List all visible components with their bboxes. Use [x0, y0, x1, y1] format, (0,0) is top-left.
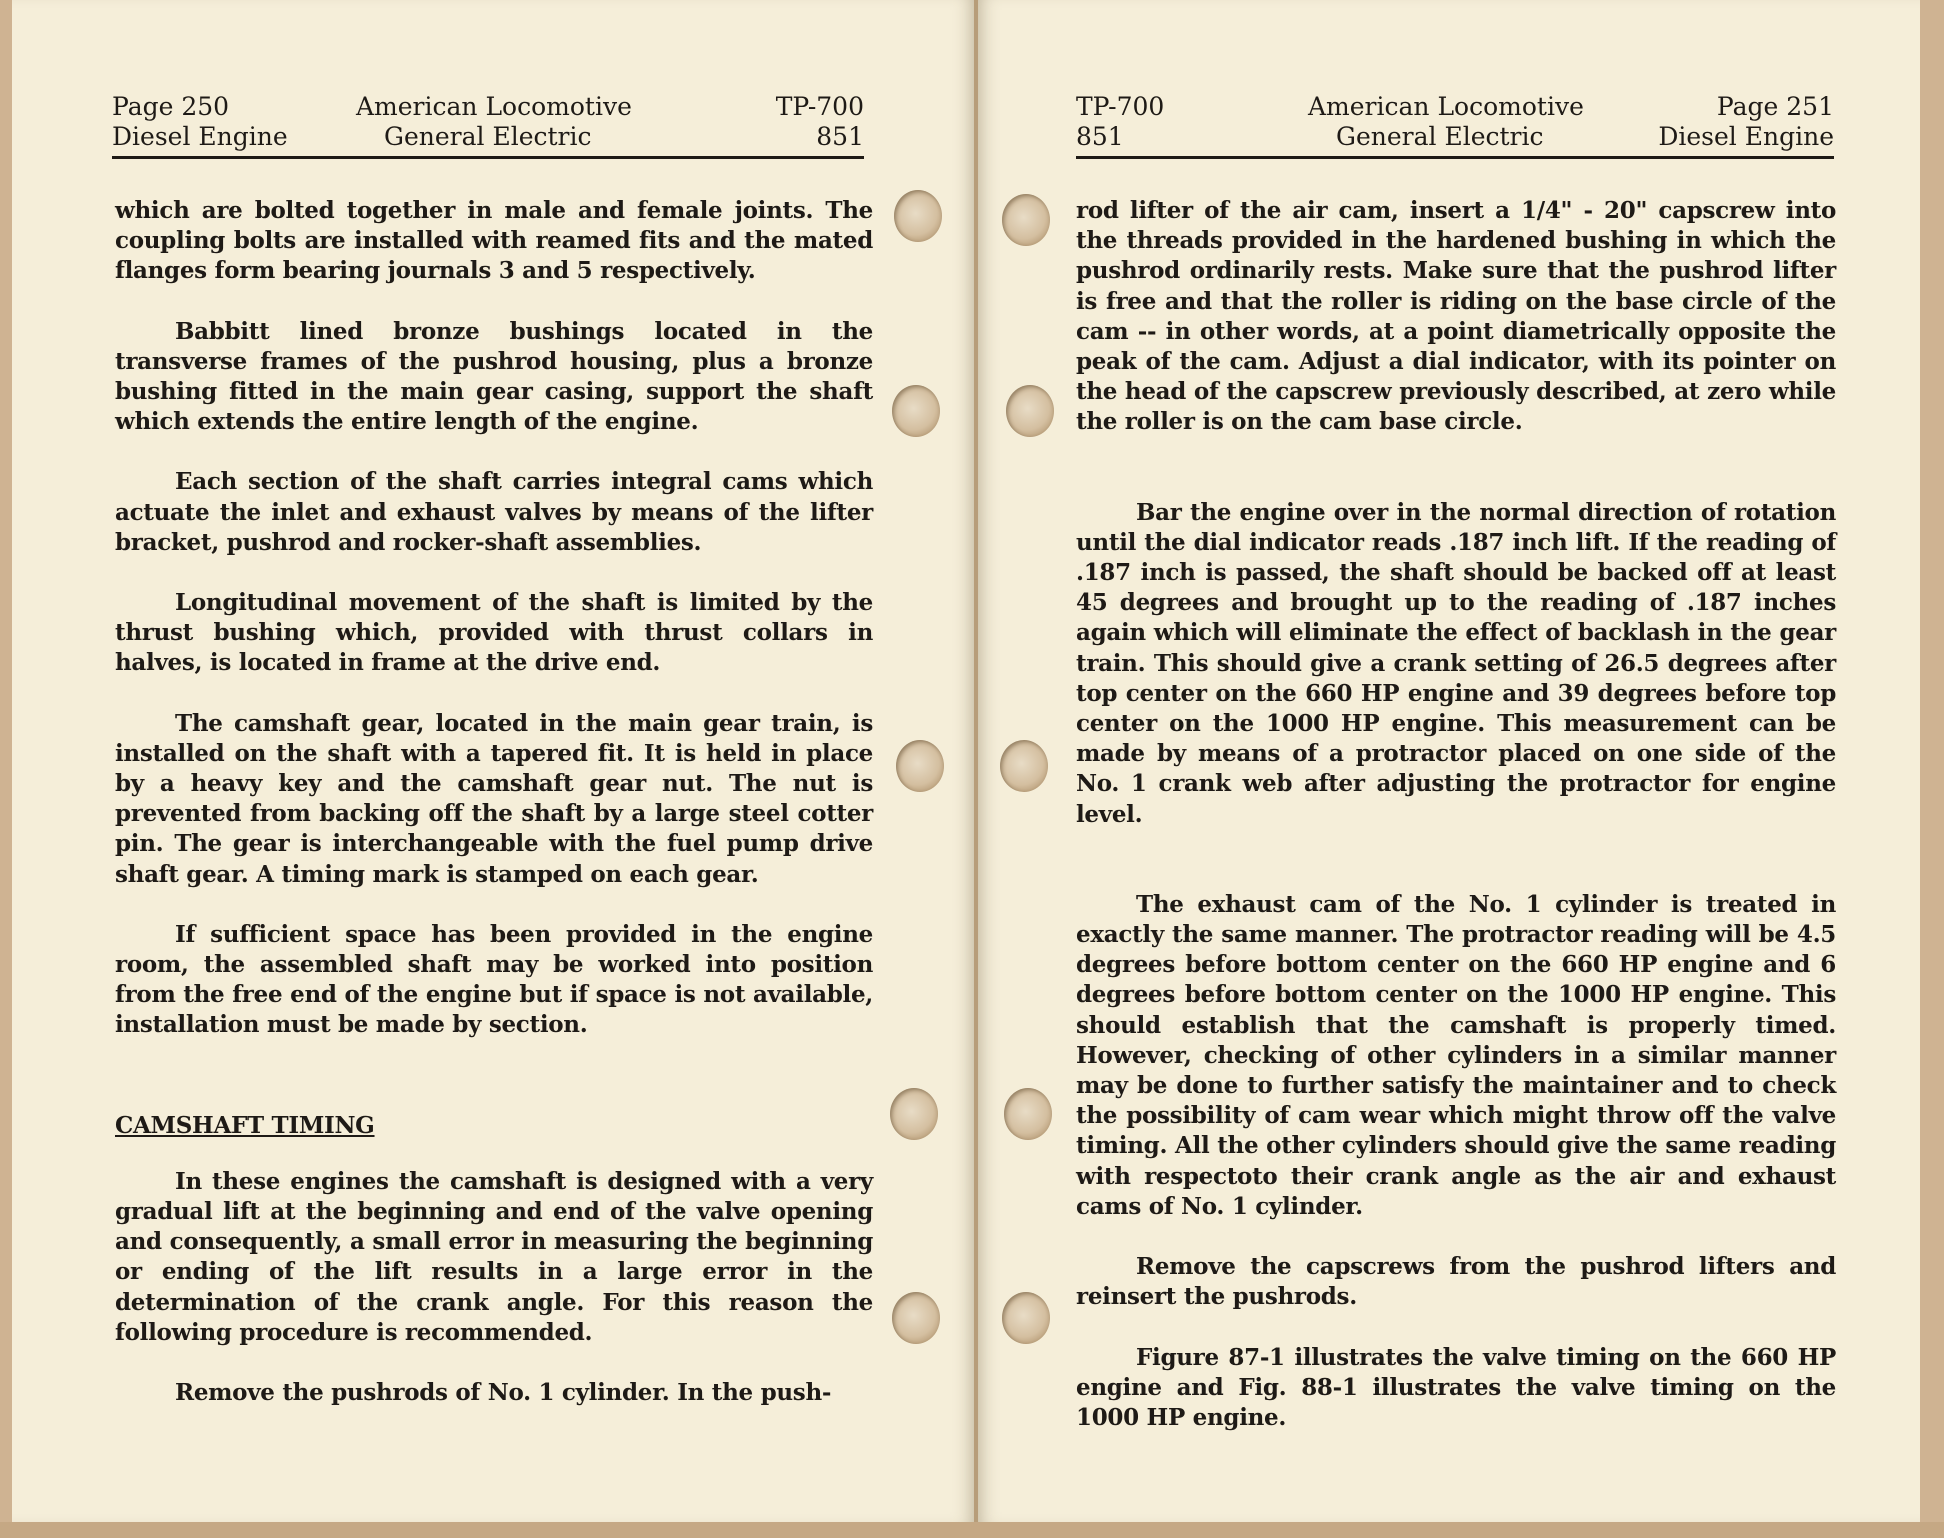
document-code: TP-700 — [775, 92, 864, 121]
paragraph: The camshaft gear, located in the main gear train, is installed on the shaft with a tapered fit. It is held in place by a heavy key and the camshaft gear nut. The nut is prevented from backing off the shaft by a large steel cotter pin. The gear is interchangeable with the fuel pump drive shaft gear. A timing mark is stamped on each gear. — [115, 709, 873, 888]
binder-hole — [892, 385, 940, 437]
right-page — [978, 0, 1920, 1522]
binder-hole — [894, 190, 942, 242]
binder-hole — [1002, 194, 1050, 246]
binder-hole — [1004, 1088, 1052, 1140]
document-number: 851 — [1076, 122, 1124, 151]
header-title-line1: American Locomotive — [356, 92, 632, 121]
paragraph: Each section of the shaft carries integral cams which actuate the inlet and exhaust valves by means of the lifter bracket, pushrod and rocker-shaft assemblies. — [115, 468, 873, 556]
page-number-label: Page 250 — [112, 92, 230, 121]
binder-hole — [896, 740, 944, 792]
left-page-header — [112, 92, 864, 159]
paragraph: Remove the capscrews from the pushrod lifters and reinsert the pushrods. — [1076, 1253, 1836, 1311]
document-number: 851 — [816, 122, 864, 151]
header-title-line1: American Locomotive — [1308, 92, 1584, 121]
paragraph: Figure 87-1 illustrates the valve timing on the 660 HP engine and Fig. 88-1 illustrates the valve timing on the 1000 HP engine. — [1076, 1343, 1836, 1431]
left-page-body — [115, 196, 873, 1408]
paragraph: In these engines the camshaft is designed with a very gradual lift at the beginning and end of the valve opening and consequently, a small error in measuring the beginning or ending of the lift results in a large error in the determination of the crank angle. For this reason the following procedure is recommended. — [115, 1167, 873, 1346]
paragraph: Remove the pushrods of No. 1 cylinder. In the push- — [175, 1379, 832, 1407]
paragraph: Babbitt lined bronze bushings located in the transverse frames of the pushrod housing, plus a bronze bushing fitted in the main gear casing, support the shaft which extends the entire length of the engine. — [115, 317, 873, 436]
page-number-label: Page 251 — [1716, 92, 1834, 121]
header-title-line2: General Electric — [1336, 122, 1544, 151]
section-heading: CAMSHAFT TIMING — [115, 1111, 375, 1139]
paragraph: which are bolted together in male and female joints. The coupling bolts are installed with reamed fits and the mated flanges form bearing journals 3 and 5 respectively. — [115, 197, 873, 285]
binder-hole — [1000, 740, 1048, 792]
binder-hole — [1006, 385, 1054, 437]
paragraph: rod lifter of the air cam, insert a 1/4" - 20" capscrew into the threads provided in the hardened bushing in which the pushrod ordinarily rests. Make sure that the pushrod lifter is free and that the roller is riding on the base circle of the cam -- in other words, at a point diametrically opposite the peak of the cam. Adjust a dial indicator, with its pointer on the head of the capscrew previously described, at zero while the roller is on the cam base circle. — [1076, 197, 1836, 436]
header-title-line2: General Electric — [384, 122, 592, 151]
left-page — [12, 0, 974, 1522]
binder-hole — [892, 1292, 940, 1344]
right-page-body — [1076, 196, 1836, 1433]
section-label: Diesel Engine — [1658, 122, 1834, 151]
paragraph: Bar the engine over in the normal direction of rotation until the dial indicator reads .187 inch lift. If the reading of .187 inch is passed, the shaft should be backed off at least 45 degrees and brought up to the reading of .187 inches again which will eliminate the effect of backlash in the gear train. This should give a crank setting of 26.5 degrees after top center on the 660 HP engine and 39 degrees before top center on the 1000 HP engine. This measurement can be made by means of a protractor placed on one side of the No. 1 crank web after adjusting the protractor for engine level. — [1076, 498, 1836, 828]
paragraph: Longitudinal movement of the shaft is limited by the thrust bushing which, provided with thrust collars in halves, is located in frame at the drive end. — [115, 589, 873, 677]
section-label: Diesel Engine — [112, 122, 288, 151]
binder-hole — [1002, 1292, 1050, 1344]
binder-hole — [890, 1088, 938, 1140]
paragraph: If sufficient space has been provided in the engine room, the assembled shaft may be worked into position from the free end of the engine but if space is not available, installation must be made by section. — [115, 920, 873, 1039]
page-edge — [0, 1522, 1944, 1538]
right-page-header — [1076, 92, 1834, 159]
document-code: TP-700 — [1076, 92, 1165, 121]
paragraph: The exhaust cam of the No. 1 cylinder is treated in exactly the same manner. The protractor reading will be 4.5 degrees before bottom center on the 660 HP engine and 6 degrees before bottom center on the 1000 HP engine. This should establish that the camshaft is properly timed. However, checking of other cylinders in a similar manner may be done to further satisfy the maintainer and to check the possibility of cam wear which might throw off the valve timing. All the other cylinders should give the same reading with respectoto their crank angle as the air and exhaust cams of No. 1 cylinder. — [1076, 890, 1836, 1220]
